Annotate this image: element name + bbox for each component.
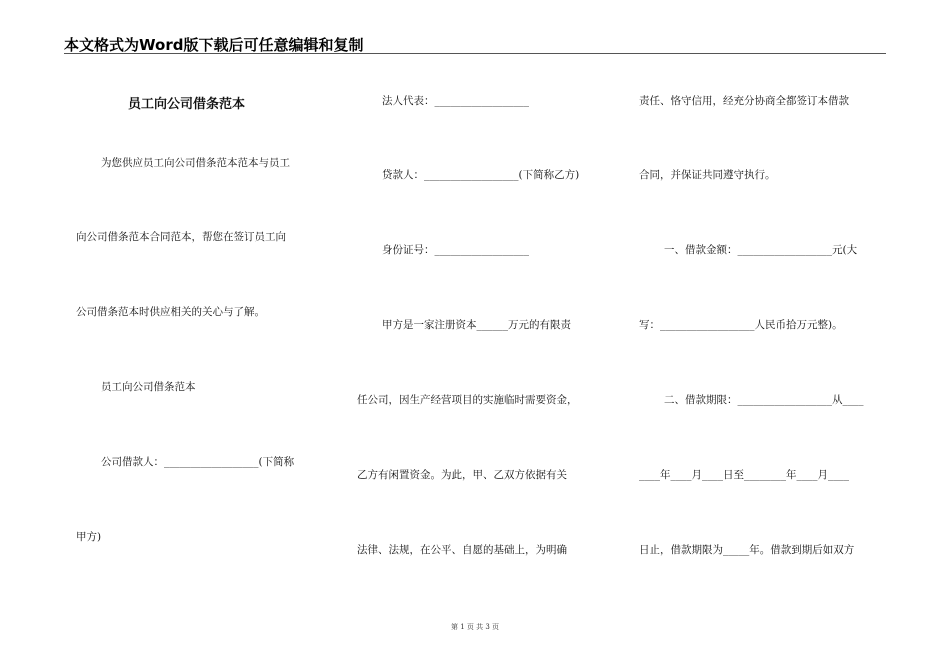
col3-line: ____年____月____日至________年____月____ bbox=[639, 469, 849, 481]
col1-line: 公司借款人：__________________(下简称 bbox=[101, 456, 295, 468]
col2-line: 法人代表：__________________ bbox=[382, 95, 529, 107]
col3-line: 二、借款期限：__________________从____ bbox=[664, 394, 864, 406]
col1-line: 向公司借条范本合同范本，帮您在签订员工向 bbox=[76, 231, 286, 243]
col2-line: 任公司，因生产经营项目的实施临时需要资金， bbox=[357, 394, 578, 406]
col3-line: 责任、恪守信用，经充分协商全都签订本借款 bbox=[639, 95, 849, 107]
col2-line: 乙方有闲置资金。为此，甲、乙双方依据有关 bbox=[357, 469, 567, 481]
col3-line: 日止，借款期限为_____年。借款到期后如双方 bbox=[639, 544, 855, 556]
col3-line: 合同，并保证共同遵守执行。 bbox=[639, 169, 776, 181]
document-title: 员工向公司借条范本 bbox=[128, 97, 246, 112]
col3-line: 一、借款金额：__________________元(大 bbox=[664, 244, 858, 256]
col2-line: 贷款人：__________________(下简称乙方) bbox=[382, 169, 580, 181]
header-divider bbox=[64, 53, 886, 54]
col2-line: 法律、法规，在公平、自愿的基础上，为明确 bbox=[357, 544, 567, 556]
col1-line: 为您供应员工向公司借条范本范本与员工 bbox=[101, 157, 290, 169]
col1-line: 员工向公司借条范本 bbox=[101, 381, 196, 393]
col1-line: 甲方) bbox=[76, 531, 102, 543]
col1-line: 公司借条范本时供应相关的关心与了解。 bbox=[76, 306, 265, 318]
col2-line: 甲方是一家注册资本______万元的有限责 bbox=[382, 319, 571, 331]
col2-line: 身份证号：__________________ bbox=[382, 244, 529, 256]
page-number: 第 1 页 共 3 页 bbox=[450, 623, 500, 631]
col3-line: 写：__________________人民币拾万元整)。 bbox=[639, 319, 843, 331]
header-title: 本文格式为Word版下载后可任意编辑和复制 bbox=[64, 36, 364, 54]
